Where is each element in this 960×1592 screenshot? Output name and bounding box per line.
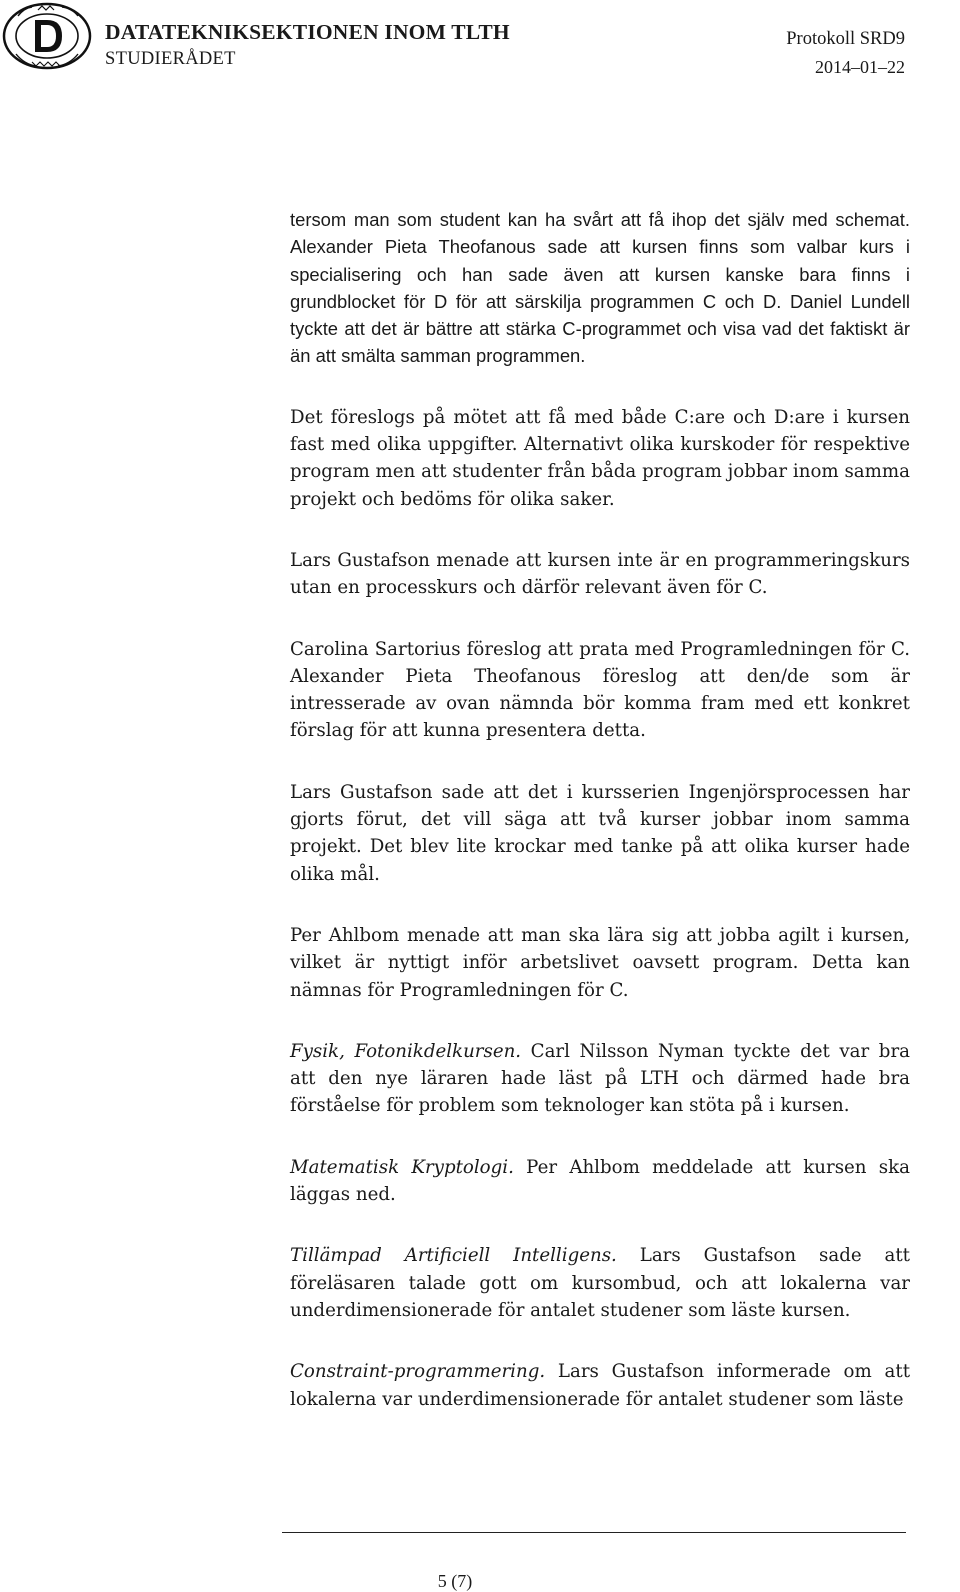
paragraph <box>290 404 910 513</box>
paragraph <box>290 1154 910 1209</box>
course-heading: Matematisk Kryptologi. <box>290 1156 514 1178</box>
organization-name: DATATEKNIKSEKTIONEN INOM TLTH <box>105 20 510 44</box>
paragraph <box>290 779 910 888</box>
paragraph <box>290 1242 910 1324</box>
paragraph-text: Det föreslogs på mötet att få med både C:are och D:are i kursen fast med olika uppgifter. Alternativt olika kurskoder för respektive program men att studenter från båda program jobbar inom samma projekt och bedöms för olika saker. <box>290 406 910 510</box>
paragraph <box>290 922 910 1004</box>
datateknik-seal-icon <box>2 2 92 70</box>
paragraph <box>290 206 910 370</box>
paragraph-text: tersom man som student kan ha svårt att få ihop det själv med schemat. Alexander Pieta Theofanous sade att kursen finns som valbar kurs i specialisering och han sade även att kursen kanske bara finns i grundblocket för D för att särskilja programmen C och D. Daniel Lundell tyckte att det är bättre att stärka C-programmet och visa vad det faktiskt är än att smälta samman programmen. <box>290 209 910 367</box>
protocol-date: 2014–01–22 <box>815 57 905 77</box>
paragraph-text: Carl Nilsson Nyman tyckte det var bra att den nye läraren hade läst på LTH och därmed hade bra förståelse för problem som teknologer kan stöta på i kursen. <box>290 1040 910 1117</box>
page-header <box>0 0 960 80</box>
paragraph <box>290 1358 910 1413</box>
paragraph-text: Per Ahlbom meddelade att kursen ska läggas ned. <box>290 1156 911 1206</box>
footer-divider <box>282 1532 906 1533</box>
paragraph-text: Per Ahlbom menade att man ska lära sig att jobba agilt i kursen, vilket är nyttigt inför arbetslivet oavsett program. Detta kan nämnas för Programledningen för C. <box>290 924 910 1001</box>
course-heading: Tillämpad Artificiell Intelligens. <box>290 1245 617 1267</box>
course-heading: Constraint-programmering. <box>290 1361 546 1383</box>
paragraph-text: Lars Gustafson informerade om att lokalerna var underdimensionerade för antalet studener som läste <box>290 1361 910 1410</box>
document-body <box>290 206 910 1447</box>
paragraph-text: Lars Gustafson menade att kursen inte är en programmeringskurs utan en processkurs och därför relevant även för C. <box>290 549 910 599</box>
paragraph <box>290 1038 910 1120</box>
paragraph <box>290 547 910 602</box>
organization-subtitle: STUDIERÅDET <box>105 49 236 69</box>
course-heading: Fysik, Fotonikdelkursen. <box>290 1040 522 1062</box>
protocol-title: Protokoll SRD9 <box>786 29 905 49</box>
paragraph-text: Carolina Sartorius föreslog att prata med Programledningen för C. Alexander Pieta Theofanous föreslog att den/de som är intresserade av ovan nämnda bör komma fram med ett konkret förslag för att kunna presentera detta. <box>290 638 910 742</box>
page-number: 5 (7) <box>437 1571 473 1591</box>
paragraph-text: Lars Gustafson sade att föreläsaren talade gott om kursombud, och att lokalerna var underdimensionerade för antalet studener som läste kursen. <box>290 1245 910 1321</box>
paragraph <box>290 636 910 745</box>
paragraph-text: Lars Gustafson sade att det i kursserien Ingenjörsprocessen har gjorts förut, det vill säga att två kurser jobbar inom samma projekt. Det blev lite krockar med tanke på att olika kurser hade olika mål. <box>290 781 910 885</box>
